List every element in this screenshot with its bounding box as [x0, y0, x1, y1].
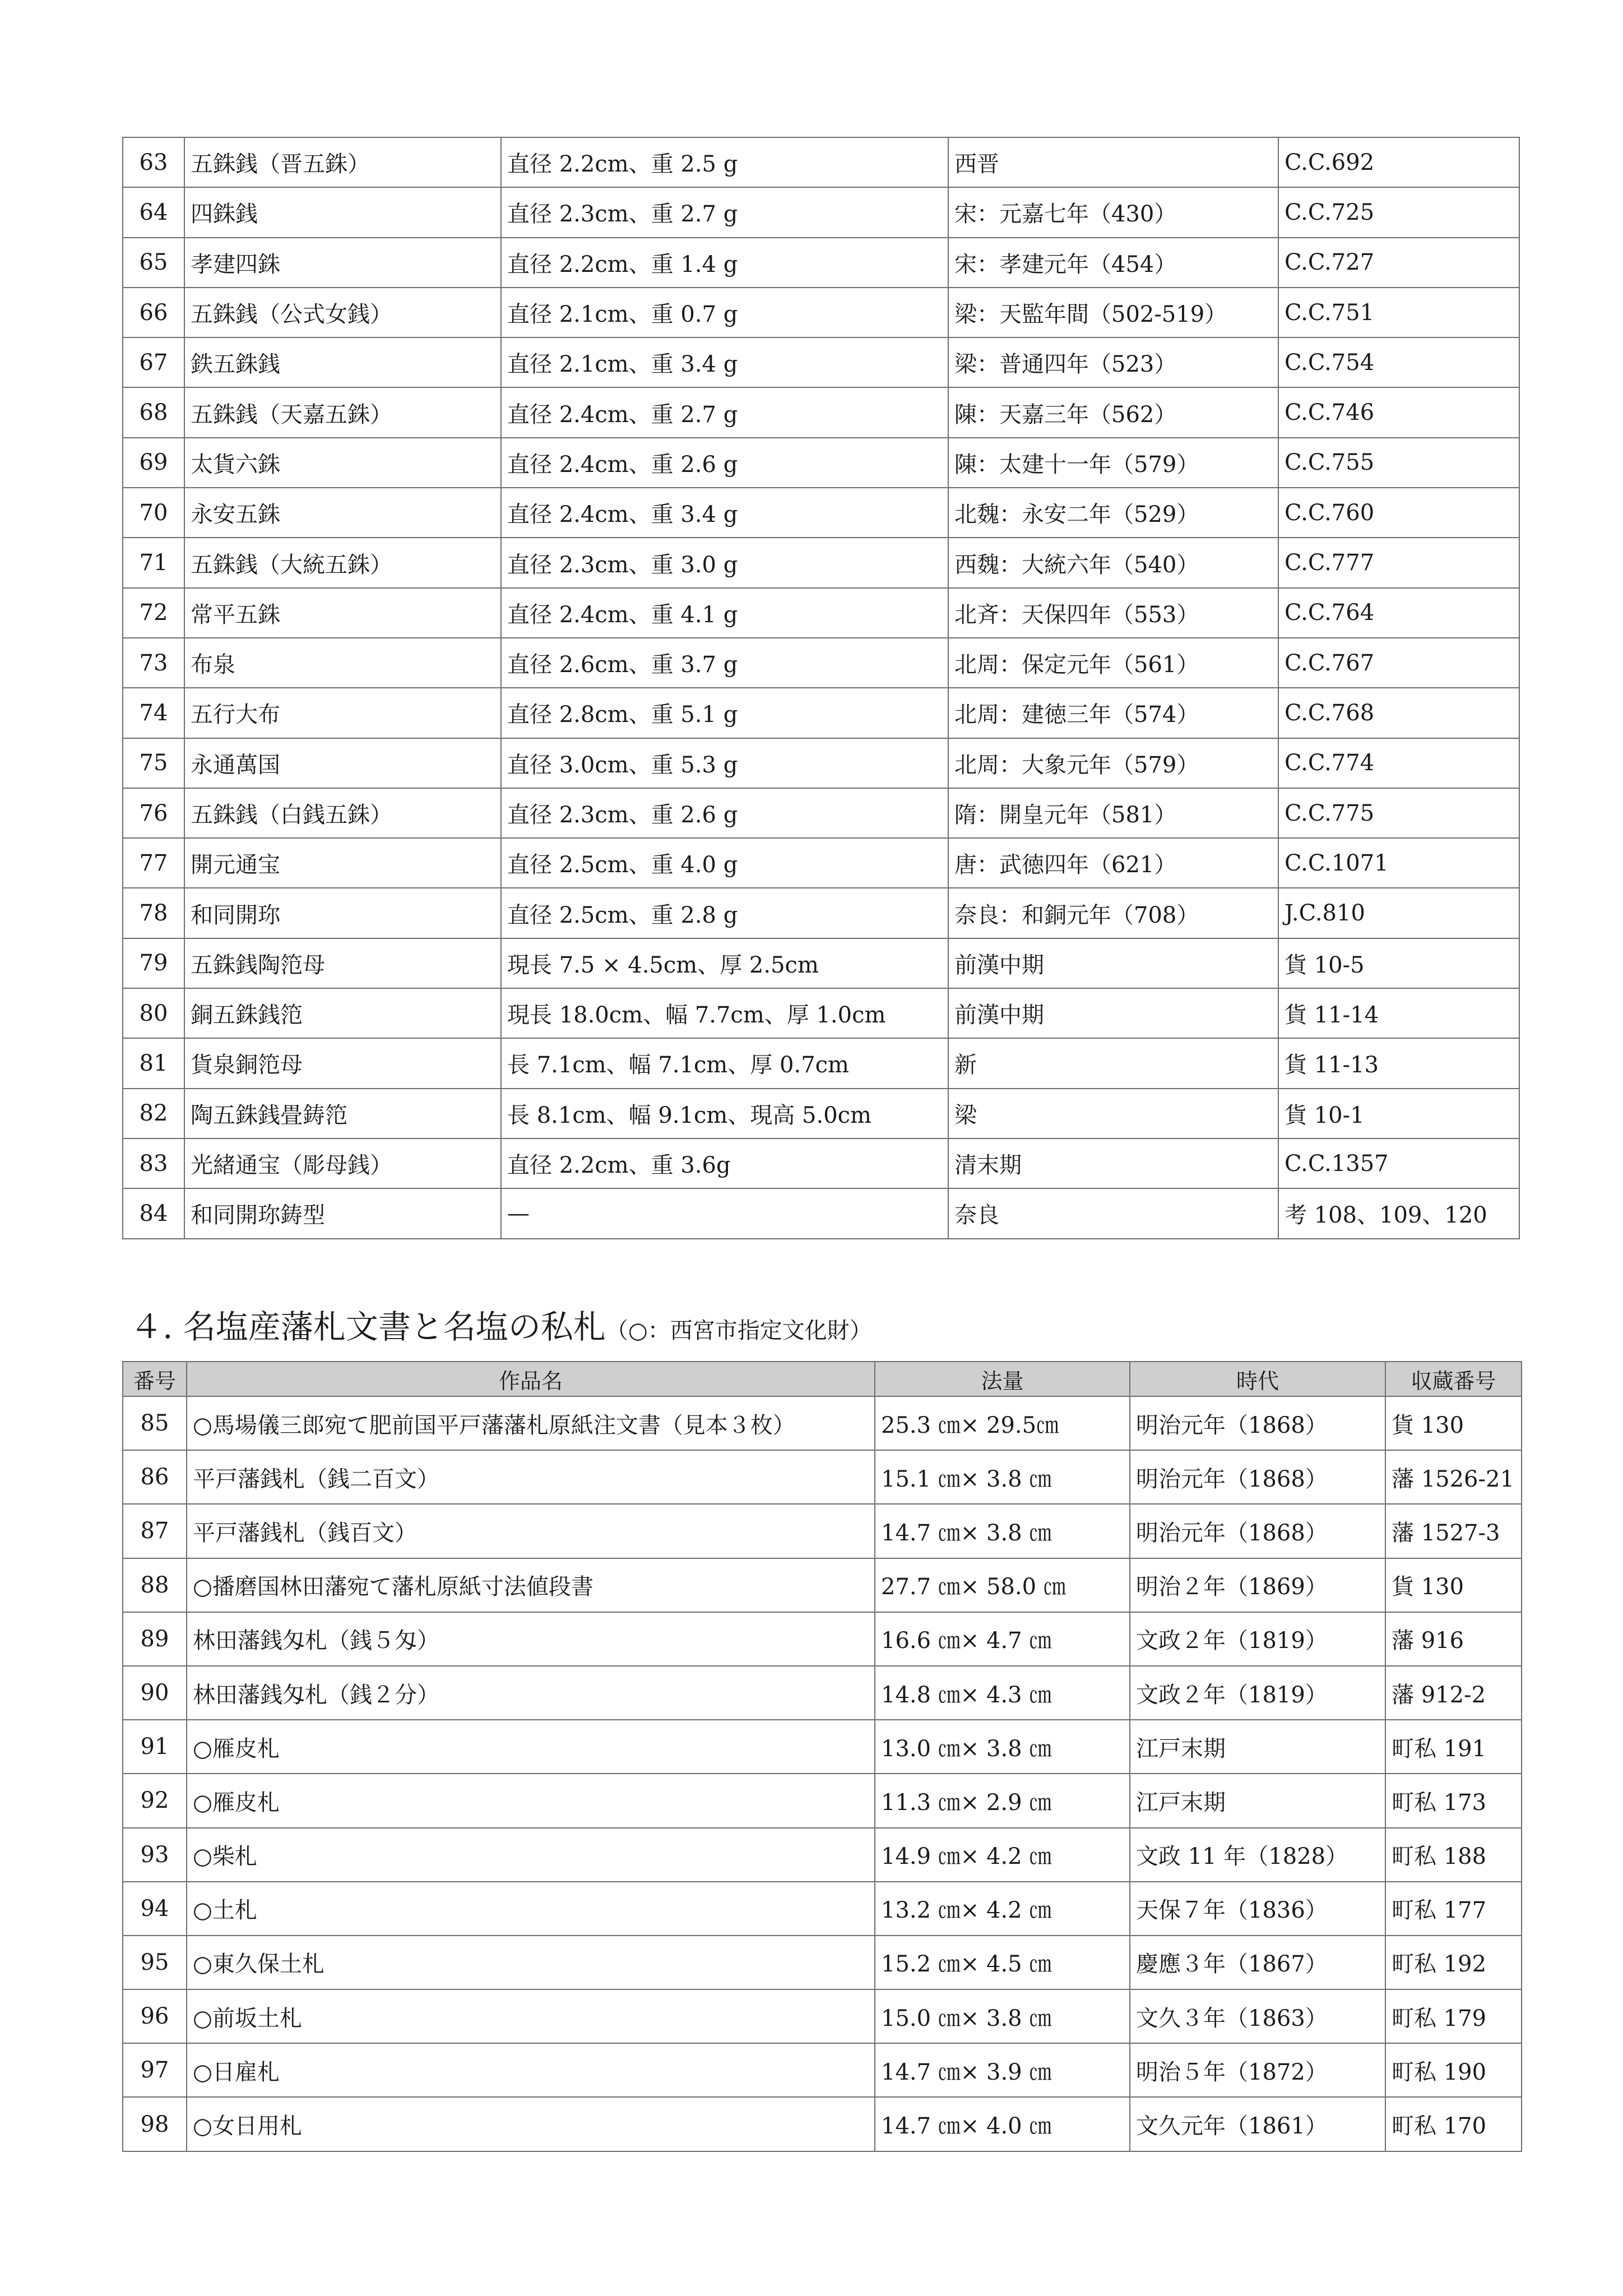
cell-period: 隋：開皇元年（581） [948, 788, 1278, 838]
cell-dimensions: 16.6 ㎝× 4.7 ㎝ [875, 1612, 1130, 1666]
cell-number: 66 [123, 288, 184, 337]
cell-dimensions: 27.7 ㎝× 58.0 ㎝ [875, 1558, 1130, 1612]
cell-period: 梁 [948, 1089, 1278, 1138]
table-row [123, 2097, 1522, 2151]
table-row [123, 688, 1519, 738]
cell-number: 77 [123, 838, 184, 888]
cell-dimensions: 直径 2.4cm、重 4.1 g [501, 588, 948, 638]
cell-period: 唐：武徳四年（621） [948, 838, 1278, 888]
cell-dimensions: 14.8 ㎝× 4.3 ㎝ [875, 1666, 1130, 1720]
cell-catalog-number: C.C.725 [1278, 187, 1519, 237]
cell-number: 63 [123, 137, 184, 187]
cell-catalog-number: C.C.774 [1278, 738, 1519, 788]
cell-number: 85 [123, 1396, 187, 1450]
cell-title: 光緒通宝（彫母銭） [184, 1138, 501, 1188]
cell-catalog-number: C.C.764 [1278, 588, 1519, 638]
header-catalog-number: 収蔵番号 [1385, 1362, 1522, 1396]
table-row [123, 187, 1519, 237]
table-row [123, 137, 1519, 187]
cell-title: 四銖銭 [184, 187, 501, 237]
header-row [123, 1362, 1522, 1396]
cell-title: ○日雇札 [187, 2043, 875, 2097]
cell-catalog-number: 貨 130 [1385, 1396, 1522, 1450]
cell-period: 新 [948, 1038, 1278, 1088]
cell-dimensions: 11.3 ㎝× 2.9 ㎝ [875, 1774, 1130, 1827]
cell-dimensions: 15.0 ㎝× 3.8 ㎝ [875, 1989, 1130, 2043]
table-row [123, 1936, 1522, 1989]
cell-catalog-number: C.C.775 [1278, 788, 1519, 838]
cell-dimensions: 直径 2.1cm、重 0.7 g [501, 288, 948, 337]
cell-period: 前漢中期 [948, 938, 1278, 988]
cell-number: 80 [123, 988, 184, 1038]
cell-dimensions: 長 8.1cm、幅 9.1cm、現高 5.0cm [501, 1089, 948, 1138]
section-heading [130, 1300, 872, 1348]
table-row [123, 488, 1519, 538]
cell-number: 74 [123, 688, 184, 738]
table-row [123, 588, 1519, 638]
table-header [123, 1362, 1522, 1396]
cell-title: ○雁皮札 [187, 1774, 875, 1827]
table-row [123, 1188, 1519, 1238]
cell-catalog-number: C.C.1357 [1278, 1138, 1519, 1188]
cell-title: 開元通宝 [184, 838, 501, 888]
cell-number: 87 [123, 1504, 187, 1558]
cell-title: ○雁皮札 [187, 1720, 875, 1774]
cell-title: ○東久保土札 [187, 1936, 875, 1989]
cell-dimensions: 14.7 ㎝× 4.0 ㎝ [875, 2097, 1130, 2151]
cell-period: 西魏：大統六年（540） [948, 538, 1278, 587]
cell-catalog-number: 貨 10-1 [1278, 1089, 1519, 1138]
cell-period: 明治元年（1868） [1130, 1396, 1385, 1450]
cell-number: 97 [123, 2043, 187, 2097]
cell-number: 67 [123, 337, 184, 387]
cell-catalog-number: C.C.754 [1278, 337, 1519, 387]
cell-catalog-number: 藩 1526-21 [1385, 1450, 1522, 1504]
cell-catalog-number: C.C.692 [1278, 137, 1519, 187]
table-row [123, 638, 1519, 688]
cell-number: 84 [123, 1188, 184, 1238]
cell-catalog-number: C.C.727 [1278, 238, 1519, 288]
table-row [123, 1038, 1519, 1088]
cell-catalog-number: 貨 10-5 [1278, 938, 1519, 988]
cell-catalog-number: 町私 177 [1385, 1882, 1522, 1936]
cell-title: 太貨六銖 [184, 438, 501, 488]
table-row [123, 1720, 1522, 1774]
cell-title: 林田藩銭匁札（銭５匁） [187, 1612, 875, 1666]
cell-title: ○播磨国林田藩宛て藩札原紙寸法値段書 [187, 1558, 875, 1612]
cell-number: 68 [123, 387, 184, 437]
cell-period: 慶應３年（1867） [1130, 1936, 1385, 1989]
table-row [123, 1612, 1522, 1666]
cell-catalog-number: C.C.767 [1278, 638, 1519, 688]
cell-title: 永通萬国 [184, 738, 501, 788]
cell-catalog-number: 貨 11-14 [1278, 988, 1519, 1038]
table-row [123, 988, 1519, 1038]
cell-title: 鉄五銖銭 [184, 337, 501, 387]
cell-title: 五銖銭（大統五銖） [184, 538, 501, 587]
cell-period: 江戸末期 [1130, 1720, 1385, 1774]
cell-number: 93 [123, 1828, 187, 1882]
table-row [123, 1396, 1522, 1450]
cell-dimensions: 直径 2.2cm、重 2.5 g [501, 137, 948, 187]
table-row [123, 1089, 1519, 1138]
table-row [123, 1774, 1522, 1827]
cell-dimensions: 15.1 ㎝× 3.8 ㎝ [875, 1450, 1130, 1504]
cell-dimensions: 長 7.1cm、幅 7.1cm、厚 0.7cm [501, 1038, 948, 1088]
cell-dimensions: 直径 2.2cm、重 1.4 g [501, 238, 948, 288]
cell-period: 陳：天嘉三年（562） [948, 387, 1278, 437]
section-note: （○：西宮市指定文化財） [605, 1318, 872, 1344]
cell-catalog-number: 藩 916 [1385, 1612, 1522, 1666]
cell-title: ○柴札 [187, 1828, 875, 1882]
cell-dimensions: 直径 2.3cm、重 2.7 g [501, 187, 948, 237]
table-row [123, 888, 1519, 938]
cell-period: 奈良：和銅元年（708） [948, 888, 1278, 938]
table-row [123, 337, 1519, 387]
cell-number: 91 [123, 1720, 187, 1774]
table-row [123, 1504, 1522, 1558]
cell-dimensions: 14.9 ㎝× 4.2 ㎝ [875, 1828, 1130, 1882]
cell-period: 宋：孝建元年（454） [948, 238, 1278, 288]
collection-table-coins [122, 137, 1520, 1239]
cell-catalog-number: C.C.751 [1278, 288, 1519, 337]
cell-period: 明治２年（1869） [1130, 1558, 1385, 1612]
cell-number: 96 [123, 1989, 187, 2043]
cell-title: ○土札 [187, 1882, 875, 1936]
cell-title: 銅五銖銭笵 [184, 988, 501, 1038]
cell-number: 94 [123, 1882, 187, 1936]
cell-dimensions: 13.0 ㎝× 3.8 ㎝ [875, 1720, 1130, 1774]
table-row [123, 1882, 1522, 1936]
cell-dimensions: 直径 2.2cm、重 3.6g [501, 1138, 948, 1188]
cell-number: 70 [123, 488, 184, 538]
cell-title: 和同開珎 [184, 888, 501, 938]
cell-catalog-number: C.C.760 [1278, 488, 1519, 538]
cell-catalog-number: C.C.1071 [1278, 838, 1519, 888]
cell-title: 五行大布 [184, 688, 501, 738]
cell-period: 梁：普通四年（523） [948, 337, 1278, 387]
table-body [123, 137, 1519, 1239]
cell-title: ○前坂土札 [187, 1989, 875, 2043]
cell-number: 65 [123, 238, 184, 288]
table-row [123, 387, 1519, 437]
cell-period: 文政２年（1819） [1130, 1612, 1385, 1666]
cell-number: 76 [123, 788, 184, 838]
cell-dimensions: 直径 2.4cm、重 3.4 g [501, 488, 948, 538]
cell-dimensions: 14.7 ㎝× 3.8 ㎝ [875, 1504, 1130, 1558]
cell-period: 陳：太建十一年（579） [948, 438, 1278, 488]
table-row [123, 538, 1519, 587]
cell-number: 79 [123, 938, 184, 988]
cell-catalog-number: 町私 190 [1385, 2043, 1522, 2097]
cell-dimensions: 直径 3.0cm、重 5.3 g [501, 738, 948, 788]
cell-title: 貨泉銅笵母 [184, 1038, 501, 1088]
cell-dimensions: 直径 2.8cm、重 5.1 g [501, 688, 948, 738]
cell-catalog-number: C.C.768 [1278, 688, 1519, 738]
cell-title: 五銖銭（白銭五銖） [184, 788, 501, 838]
cell-dimensions: — [501, 1188, 948, 1238]
cell-period: 北周：保定元年（561） [948, 638, 1278, 688]
cell-dimensions: 25.3 ㎝× 29.5㎝ [875, 1396, 1130, 1450]
cell-period: 北周：建徳三年（574） [948, 688, 1278, 738]
cell-period: 奈良 [948, 1188, 1278, 1238]
cell-dimensions: 現長 7.5 × 4.5cm、厚 2.5cm [501, 938, 948, 988]
cell-period: 文政２年（1819） [1130, 1666, 1385, 1720]
cell-number: 86 [123, 1450, 187, 1504]
cell-catalog-number: 町私 191 [1385, 1720, 1522, 1774]
cell-title: 常平五銖 [184, 588, 501, 638]
cell-title: 布泉 [184, 638, 501, 688]
cell-dimensions: 直径 2.3cm、重 3.0 g [501, 538, 948, 587]
cell-number: 73 [123, 638, 184, 688]
cell-dimensions: 直径 2.1cm、重 3.4 g [501, 337, 948, 387]
cell-catalog-number: 町私 188 [1385, 1828, 1522, 1882]
cell-period: 明治元年（1868） [1130, 1450, 1385, 1504]
cell-title: ○女日用札 [187, 2097, 875, 2151]
table-row [123, 788, 1519, 838]
cell-catalog-number: 町私 170 [1385, 2097, 1522, 2151]
cell-number: 88 [123, 1558, 187, 1612]
cell-period: 北斉：天保四年（553） [948, 588, 1278, 638]
cell-period: 文久元年（1861） [1130, 2097, 1385, 2151]
cell-catalog-number: 町私 179 [1385, 1989, 1522, 2043]
table-row [123, 938, 1519, 988]
cell-period: 天保７年（1836） [1130, 1882, 1385, 1936]
cell-period: 明治５年（1872） [1130, 2043, 1385, 2097]
cell-period: 梁：天監年間（502-519） [948, 288, 1278, 337]
table-row [123, 1558, 1522, 1612]
cell-number: 90 [123, 1666, 187, 1720]
cell-dimensions: 直径 2.4cm、重 2.6 g [501, 438, 948, 488]
table-row [123, 438, 1519, 488]
table-row [123, 1828, 1522, 1882]
cell-number: 98 [123, 2097, 187, 2151]
cell-dimensions: 14.7 ㎝× 3.9 ㎝ [875, 2043, 1130, 2097]
cell-catalog-number: 町私 173 [1385, 1774, 1522, 1827]
table-row [123, 738, 1519, 788]
cell-title: 五銖銭（天嘉五銖） [184, 387, 501, 437]
cell-number: 69 [123, 438, 184, 488]
cell-title: 孝建四銖 [184, 238, 501, 288]
cell-title: 五銖銭（晋五銖） [184, 137, 501, 187]
header-dimensions: 法量 [875, 1362, 1130, 1396]
cell-catalog-number: C.C.746 [1278, 387, 1519, 437]
cell-number: 89 [123, 1612, 187, 1666]
cell-number: 64 [123, 187, 184, 237]
cell-dimensions: 15.2 ㎝× 4.5 ㎝ [875, 1936, 1130, 1989]
cell-catalog-number: C.C.755 [1278, 438, 1519, 488]
table-row [123, 288, 1519, 337]
cell-period: 北魏：永安二年（529） [948, 488, 1278, 538]
table-row [123, 1450, 1522, 1504]
cell-dimensions: 直径 2.3cm、重 2.6 g [501, 788, 948, 838]
cell-catalog-number: 町私 192 [1385, 1936, 1522, 1989]
cell-dimensions: 直径 2.5cm、重 4.0 g [501, 838, 948, 888]
table-row [123, 1138, 1519, 1188]
header-title: 作品名 [187, 1362, 875, 1396]
cell-number: 95 [123, 1936, 187, 1989]
cell-title: 五銖銭陶笵母 [184, 938, 501, 988]
table-body [123, 1396, 1522, 2151]
cell-title: 五銖銭（公式女銭） [184, 288, 501, 337]
cell-title: 平戸藩銭札（銭二百文） [187, 1450, 875, 1504]
table-row [123, 238, 1519, 288]
cell-dimensions: 直径 2.4cm、重 2.7 g [501, 387, 948, 437]
cell-number: 78 [123, 888, 184, 938]
table-row [123, 838, 1519, 888]
cell-number: 72 [123, 588, 184, 638]
header-period: 時代 [1130, 1362, 1385, 1396]
cell-catalog-number: 考 108、109、120 [1278, 1188, 1519, 1238]
cell-title: ○馬場儀三郎宛て肥前国平戸藩藩札原紙注文書（見本３枚） [187, 1396, 875, 1450]
cell-period: 宋：元嘉七年（430） [948, 187, 1278, 237]
cell-number: 92 [123, 1774, 187, 1827]
cell-title: 和同開珎鋳型 [184, 1188, 501, 1238]
cell-title: 林田藩銭匁札（銭２分） [187, 1666, 875, 1720]
cell-period: 文政 11 年（1828） [1130, 1828, 1385, 1882]
cell-period: 江戸末期 [1130, 1774, 1385, 1827]
section-title: ４. 名塩産藩札文書と名塩の私札 [130, 1308, 606, 1346]
cell-number: 75 [123, 738, 184, 788]
cell-title: 平戸藩銭札（銭百文） [187, 1504, 875, 1558]
cell-catalog-number: C.C.777 [1278, 538, 1519, 587]
cell-period: 明治元年（1868） [1130, 1504, 1385, 1558]
table-row [123, 1666, 1522, 1720]
cell-catalog-number: 藩 912-2 [1385, 1666, 1522, 1720]
cell-catalog-number: J.C.810 [1278, 888, 1519, 938]
cell-catalog-number: 貨 11-13 [1278, 1038, 1519, 1088]
cell-catalog-number: 藩 1527-3 [1385, 1504, 1522, 1558]
cell-dimensions: 13.2 ㎝× 4.2 ㎝ [875, 1882, 1130, 1936]
table-row [123, 1989, 1522, 2043]
cell-period: 清末期 [948, 1138, 1278, 1188]
cell-catalog-number: 貨 130 [1385, 1558, 1522, 1612]
cell-title: 永安五銖 [184, 488, 501, 538]
cell-period: 文久３年（1863） [1130, 1989, 1385, 2043]
header-number: 番号 [123, 1362, 187, 1396]
cell-dimensions: 直径 2.5cm、重 2.8 g [501, 888, 948, 938]
cell-dimensions: 現長 18.0cm、幅 7.7cm、厚 1.0cm [501, 988, 948, 1038]
cell-number: 81 [123, 1038, 184, 1088]
cell-period: 前漢中期 [948, 988, 1278, 1038]
table-row [123, 2043, 1522, 2097]
collection-table-hansatsu [122, 1361, 1522, 2152]
cell-dimensions: 直径 2.6cm、重 3.7 g [501, 638, 948, 688]
cell-number: 71 [123, 538, 184, 587]
cell-number: 82 [123, 1089, 184, 1138]
cell-number: 83 [123, 1138, 184, 1188]
cell-period: 西晋 [948, 137, 1278, 187]
cell-period: 北周：大象元年（579） [948, 738, 1278, 788]
cell-title: 陶五銖銭畳鋳笵 [184, 1089, 501, 1138]
